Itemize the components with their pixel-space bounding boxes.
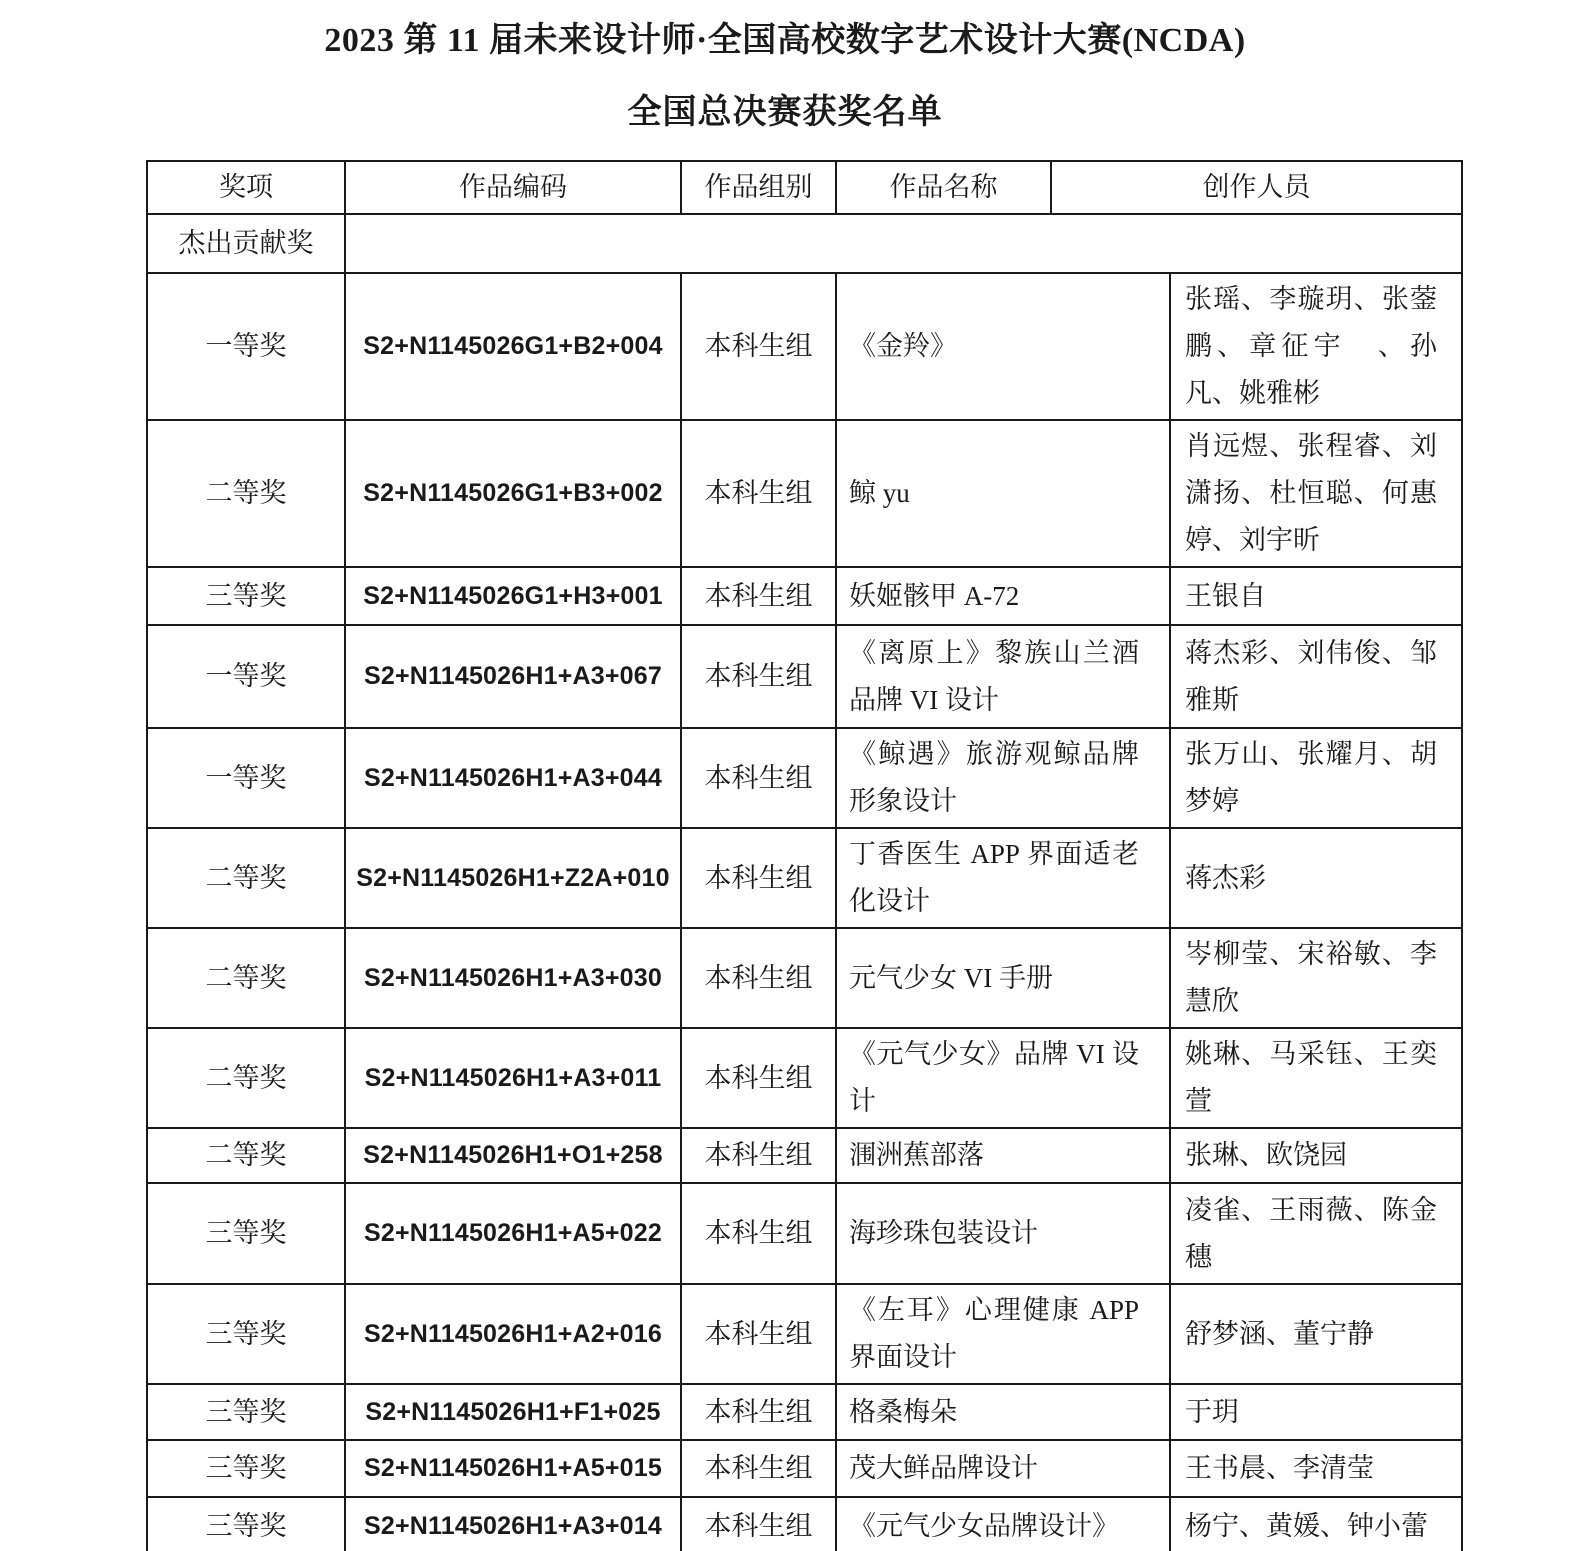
award-cell-text: 三等奖: [205, 1218, 287, 1248]
code-cell-text: S2+N1145026H1+A3+067: [363, 662, 662, 690]
award-cell: [148, 1385, 344, 1439]
group-cell-text: 本科生组: [704, 1218, 813, 1248]
title-cell-text: 妖姬骸甲 A-72: [849, 580, 1020, 611]
code-cell: [344, 829, 680, 927]
code-cell: [344, 568, 680, 624]
header-creators: 创作人员: [1050, 162, 1461, 213]
title-cell-text: 《左耳》心理健康 APP 界面设计: [849, 1295, 1139, 1372]
group-cell: [680, 1184, 835, 1283]
code-cell-text: S2+N1145026H1+A5+015: [363, 1454, 662, 1482]
group-cell-text: 本科生组: [704, 1062, 813, 1093]
document-title: 2023 第 11 届未来设计师·全国高校数字艺术设计大赛(NCDA): [324, 22, 1246, 59]
title-cell: [835, 568, 1169, 624]
table-row: [148, 274, 1461, 421]
table-row: [148, 626, 1461, 729]
group-cell-text: 本科生组: [704, 661, 813, 691]
code-cell: [344, 626, 680, 727]
group-cell: [680, 1498, 835, 1551]
title-cell-text: 海珍珠包装设计: [849, 1218, 1038, 1248]
special-award-row: [148, 215, 1461, 274]
code-cell: [344, 1184, 680, 1283]
table-body: [148, 274, 1461, 1551]
creators-cell: [1169, 1285, 1461, 1383]
document-subtitle: 全国总决赛获奖名单: [627, 94, 943, 131]
award-cell: [148, 729, 344, 827]
award-cell-text: 三等奖: [205, 1453, 287, 1483]
title-cell: [835, 1129, 1169, 1182]
table-row: [148, 1029, 1461, 1129]
title-cell-text: 鲸 yu: [849, 478, 910, 508]
special-award-label: 杰出贡献奖: [178, 228, 314, 258]
group-cell: [680, 729, 835, 827]
code-cell-text: S2+N1145026G1+B2+004: [363, 332, 663, 360]
award-cell: [148, 929, 344, 1027]
creators-cell: [1169, 1441, 1461, 1496]
creators-cell-text: 舒梦涵、董宁静: [1185, 1318, 1374, 1349]
title-cell-text: 《离原上》黎族山兰酒品牌 VI 设计: [849, 637, 1139, 715]
code-cell: [344, 421, 680, 566]
creators-cell: [1169, 1385, 1461, 1439]
award-cell-text: 二等奖: [205, 862, 287, 893]
table-row: [148, 1285, 1461, 1385]
group-cell: [680, 1029, 835, 1127]
creators-cell: [1169, 1498, 1461, 1551]
table-row: [148, 568, 1461, 626]
creators-cell: [1169, 1029, 1461, 1127]
creators-cell-text: 岑柳莹、宋裕敏、李慧欣: [1185, 939, 1437, 1016]
code-cell: [344, 1129, 680, 1182]
creators-cell: [1169, 274, 1461, 419]
award-cell-text: 三等奖: [205, 580, 287, 611]
creators-cell: [1169, 421, 1461, 566]
award-cell: [148, 568, 344, 624]
award-cell: [148, 626, 344, 727]
title-cell-text: 《金羚》: [849, 331, 957, 361]
title-cell: [835, 1498, 1169, 1551]
creators-cell: [1169, 1129, 1461, 1182]
table-row: [148, 1498, 1461, 1551]
award-cell: [148, 1129, 344, 1182]
group-cell-text: 本科生组: [704, 762, 813, 793]
header-code: 作品编码: [344, 162, 680, 213]
title-cell: [835, 1029, 1169, 1127]
award-cell-text: 一等奖: [205, 661, 287, 691]
creators-cell-text: 姚琳、马采钰、王奕萱: [1185, 1039, 1437, 1116]
award-cell-text: 一等奖: [205, 331, 287, 361]
title-cell-text: 丁香医生 APP 界面适老化设计: [849, 839, 1139, 916]
group-cell-text: 本科生组: [704, 1140, 813, 1170]
table-row: [148, 729, 1461, 829]
table-row: [148, 1129, 1461, 1184]
award-cell-text: 三等奖: [205, 1318, 287, 1349]
title-cell: [835, 626, 1169, 727]
header-group: 作品组别: [680, 162, 835, 213]
group-cell-text: 本科生组: [704, 331, 813, 361]
code-cell: [344, 1498, 680, 1551]
award-cell: [148, 421, 344, 566]
title-cell-text: 格桑梅朵: [849, 1396, 957, 1427]
award-cell: [148, 1184, 344, 1283]
title-cell-text: 《元气少女品牌设计》: [849, 1510, 1119, 1541]
group-cell: [680, 929, 835, 1027]
award-cell-text: 二等奖: [205, 1062, 287, 1093]
table-row: [148, 1441, 1461, 1498]
creators-cell-text: 于玥: [1185, 1396, 1239, 1427]
code-cell: [344, 1029, 680, 1127]
creators-cell: [1169, 1184, 1461, 1283]
creators-cell-text: 凌雀、王雨薇、陈金穗: [1185, 1194, 1437, 1272]
code-cell-text: S2+N1145026H1+A3+011: [364, 1063, 662, 1092]
code-cell: [344, 274, 680, 419]
award-cell-text: 二等奖: [205, 478, 287, 508]
creators-cell: [1169, 829, 1461, 927]
code-cell-text: S2+N1145026H1+A3+014: [363, 1511, 662, 1540]
group-cell: [680, 1285, 835, 1383]
title-cell: [835, 1385, 1169, 1439]
table-row: [148, 929, 1461, 1029]
award-cell: [148, 1285, 344, 1383]
title-cell: [835, 421, 1169, 566]
creators-cell-text: 张瑶、李璇玥、张蓥鹏、章征宇 、孙凡、姚雅彬: [1185, 284, 1437, 408]
group-cell-text: 本科生组: [704, 1510, 813, 1541]
code-cell-text: S2+N1145026H1+A3+044: [363, 763, 662, 792]
award-cell: [148, 1029, 344, 1127]
creators-cell: [1169, 729, 1461, 827]
award-cell-text: 二等奖: [205, 962, 287, 993]
title-cell-text: 元气少女 VI 手册: [849, 962, 1053, 993]
creators-cell-text: 蒋杰彩: [1185, 862, 1266, 893]
group-cell: [680, 626, 835, 727]
creators-cell-text: 肖远煜、张程睿、刘潇扬、杜恒聪、何惠婷、刘宇昕: [1185, 431, 1437, 555]
group-cell: [680, 568, 835, 624]
group-cell-text: 本科生组: [704, 580, 813, 611]
special-award-empty-cell: [344, 215, 1461, 272]
creators-cell: [1169, 568, 1461, 624]
group-cell-text: 本科生组: [704, 1396, 813, 1427]
creators-cell: [1169, 929, 1461, 1027]
title-cell: [835, 1285, 1169, 1383]
title-cell: [835, 929, 1169, 1027]
creators-cell-text: 王书晨、李清莹: [1185, 1453, 1374, 1483]
group-cell-text: 本科生组: [704, 862, 813, 893]
title-cell-text: 涠洲蕉部落: [849, 1140, 984, 1170]
award-cell: [148, 1498, 344, 1551]
creators-cell-text: 杨宁、黄媛、钟小蕾: [1185, 1510, 1428, 1541]
code-cell: [344, 1441, 680, 1496]
creators-cell-text: 王银自: [1185, 580, 1266, 611]
table-row: [148, 829, 1461, 929]
title-cell: [835, 729, 1169, 827]
code-cell-text: S2+N1145026H1+Z2A+010: [356, 863, 670, 892]
code-cell: [344, 1385, 680, 1439]
group-cell-text: 本科生组: [704, 962, 813, 993]
title-cell-text: 《鲸遇》旅游观鲸品牌形象设计: [849, 739, 1139, 816]
title-cell: [835, 1441, 1169, 1496]
creators-cell: [1169, 626, 1461, 727]
group-cell-text: 本科生组: [704, 1318, 813, 1349]
code-cell: [344, 929, 680, 1027]
header-title: 作品名称: [835, 162, 1050, 213]
creators-cell-text: 张万山、张耀月、胡梦婷: [1185, 739, 1437, 816]
code-cell-text: S2+N1145026H1+F1+025: [365, 1397, 661, 1426]
group-cell-text: 本科生组: [704, 1453, 813, 1483]
title-cell: [835, 829, 1169, 927]
code-cell-text: S2+N1145026H1+O1+258: [363, 1141, 663, 1169]
award-cell: [148, 829, 344, 927]
award-cell-text: 一等奖: [205, 762, 287, 793]
table-row: [148, 1184, 1461, 1285]
group-cell: [680, 421, 835, 566]
title-cell-text: 《元气少女》品牌 VI 设计: [849, 1039, 1139, 1116]
group-cell: [680, 829, 835, 927]
code-cell-text: S2+N1145026H1+A5+022: [363, 1219, 662, 1247]
table-row: [148, 1385, 1461, 1441]
award-cell: [148, 1441, 344, 1496]
creators-cell-text: 张琳、欧饶园: [1185, 1140, 1347, 1170]
title-cell: [835, 1184, 1169, 1283]
award-cell-text: 三等奖: [205, 1396, 287, 1427]
table-row: [148, 421, 1461, 568]
code-cell-text: S2+N1145026H1+A2+016: [363, 1319, 662, 1348]
table-header-row: [148, 162, 1461, 215]
award-cell-text: 二等奖: [205, 1140, 287, 1170]
award-table: [146, 160, 1463, 1551]
award-cell: [148, 274, 344, 419]
header-award: 奖项: [219, 172, 273, 202]
title-cell: [835, 274, 1169, 419]
group-cell: [680, 1385, 835, 1439]
group-cell: [680, 274, 835, 419]
group-cell: [680, 1441, 835, 1496]
group-cell-text: 本科生组: [704, 478, 813, 508]
group-cell: [680, 1129, 835, 1182]
award-cell-text: 三等奖: [205, 1510, 287, 1541]
code-cell: [344, 1285, 680, 1383]
code-cell: [344, 729, 680, 827]
creators-cell-text: 蒋杰彩、刘伟俊、邹雅斯: [1185, 637, 1437, 715]
code-cell-text: S2+N1145026G1+H3+001: [363, 581, 663, 610]
code-cell-text: S2+N1145026G1+B3+002: [363, 479, 663, 507]
title-cell-text: 茂大鲜品牌设计: [849, 1453, 1038, 1483]
code-cell-text: S2+N1145026H1+A3+030: [363, 963, 662, 992]
